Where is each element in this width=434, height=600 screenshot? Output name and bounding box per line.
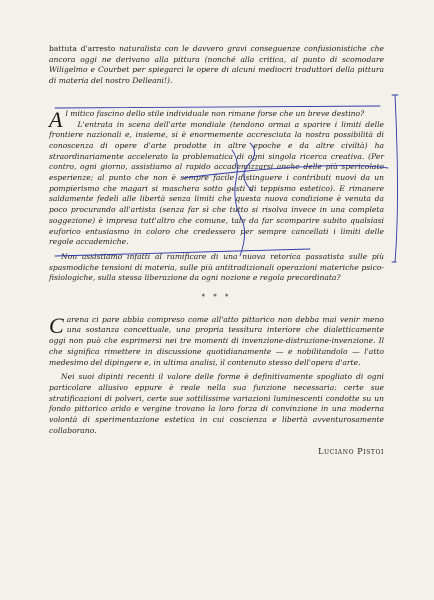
section2-p2: Nei suoi dipinti recenti il valore delle forme è definitivamente spogliato di ogni particolare allusivo eppure è reale nella sua funzione necessaria: certe sue stratificazioni di polveri, certe sue sottilissime variazioni luminescenti condotte su un fondo pittorico arido e vergine trovano la loro forza di convinzione in una moderna volontà di sperimentazione estetica in cui coscienza e libertà avventurosamente collaborano. (49, 372, 384, 435)
author-signature: Luciano Pistoi (318, 446, 384, 456)
annotation-bracket (392, 95, 398, 262)
intro-lead: battuta d'arresto (49, 44, 116, 53)
article-body (49, 44, 384, 457)
section1-p1: l mitico fascino dello stile individuale non rimane forse che un breve destino? (65, 108, 365, 118)
section1-p3: Non assistiamo infatti al ramificare di una nuova retorica passatista sulle più spasmodiche tensioni di materia, sulle più antitradizionali operazioni materiche psico-fisiologiche, sulla stessa liberazione da ogni nozione e regola precordinata? (49, 251, 384, 283)
section1-p2: L'entrata in scena dell'arte mondiale (tendono ormai a sparire i limiti delle frontiere nazionali e, insieme, si è enormemente accresciuta la nostra possibilità di conoscenza di opere d'arte prodotte in altre epoche e da altre civiltà) ha straordinariamente accelerato la problematica di ogni singola ricerca creativa. (Per contro, ogni giorno, assistiamo al rapido accademizzarsi anche delle più spericolate esperienze; al punto che non è sempre facile distinguere i contributi nuovi da un pompierismo che magari si maschera sotto gesti di teppismo estetico). E rimanere saldamente fedeli alle libertà senza limiti che questa nuova condizione è venuta da poco procurando all'artista (senza far sì che tutto si risolva invece in una completa soggezione) è impresa tutt'altro che comune, tale da far scomparire subito qualsiasi euforico entusiasmo in coloro che credessero per sempre cancellati i limiti delle regole accademiche. (49, 119, 384, 247)
section2-p1-wrapper (49, 312, 384, 369)
section1-question (49, 106, 384, 132)
dropcap-a: A (49, 106, 63, 132)
intro-text: naturalista con le davvero gravi conseguenze confusionistiche che ancora oggi ne derivano alla pittura (nonché alla critica, al punto di scomodare Wiligelmo e Courbet per spiegarci le opere di alcuni mediocri traduttori della pittura di materia del nostro Delleani!). (49, 44, 384, 86)
section-separator: * * * (201, 293, 232, 302)
spacer (49, 87, 384, 109)
section2-p1: arena ci pare abbia compreso come all'atto pittorico non debba mai venir meno una sostanza concettuale, una propria tessitura interiore che dialetticamente oggi non può che esprimersi nei tre momenti di invenzione-distruzione-invenzione. Il che significa rimettere in discussione quotidianamente — e nobilitandolo — l'atto medesimo del dipingere e, in ultima analisi, il contenuto stesso dell'opera d'arte. (49, 314, 384, 367)
dropcap-c: C (49, 312, 64, 338)
intro-paragraph (49, 44, 384, 87)
